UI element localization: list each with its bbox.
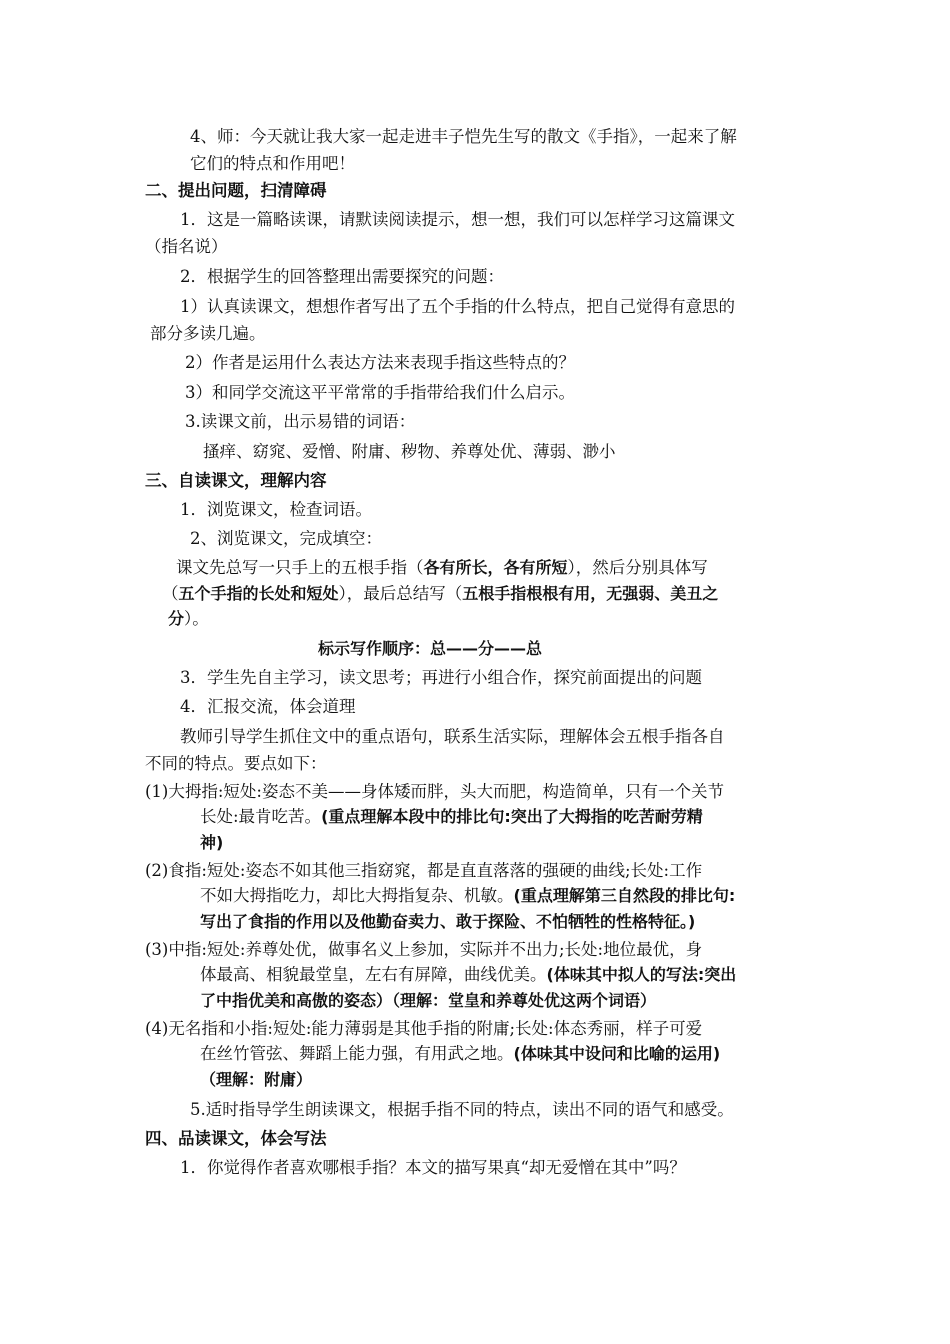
section-heading: 四、品读课文，体会写法 — [145, 1129, 327, 1148]
text: 不如大拇指吃力，却比大拇指复杂、机敏。 — [200, 886, 514, 905]
text: ），最后总结写（ — [338, 584, 463, 603]
writing-order-line: 标示写作顺序：总——分——总 — [318, 639, 543, 658]
paragraph-line: 3．学生先自主学习，读文思考；再进行小组合作，探究前面提出的问题 — [180, 668, 702, 687]
point-line — [200, 804, 703, 830]
point-line: (1)大拇指:短处:姿态不美——身体矮而胖，头大而肥，构造简单，只有一个关节 — [145, 782, 724, 801]
paragraph-line: 1）认真读课文，想想作者写出了五个手指的什么特点，把自己觉得有意思的 — [180, 297, 735, 316]
text: ），然后分别具体写 — [567, 558, 708, 577]
paragraph-line: 1．这是一篇略读课，请默读阅读提示，想一想，我们可以怎样学习这篇课文 — [180, 210, 735, 229]
paragraph-line: 它们的特点和作用吧！ — [190, 154, 355, 173]
paragraph-line: 4、师：今天就让我大家一起走进丰子恺先生写的散文《手指》，一起来了解 — [190, 127, 737, 146]
text: （ — [162, 584, 179, 603]
paragraph-line: 教师引导学生抓住文中的重点语句，联系生活实际，理解体会五根手指各自 — [180, 727, 725, 746]
note-text: 写出了食指的作用以及他勤奋卖力、敢于探险、不怕牺牲的性格特征。) — [200, 912, 696, 931]
paragraph-line: 2）作者是运用什么表达方法来表现手指这些特点的？ — [185, 353, 575, 372]
vocabulary-line: 搔痒、窈窕、爱憎、附庸、秽物、养尊处优、薄弱、渺小 — [203, 442, 616, 461]
note-text: 神) — [200, 833, 224, 852]
paragraph-line: 不同的特点。要点如下： — [145, 754, 327, 773]
text: ）。 — [184, 609, 209, 628]
note-text: (体味其中拟人的写法:突出 — [546, 965, 737, 984]
note-text: 了中指优美和高傲的姿态）（理解：堂皇和养尊处优这两个词语） — [200, 991, 657, 1010]
paragraph-line: 1．浏览课文，检查词语。 — [180, 500, 372, 519]
note-text: (重点理解本段中的排比句:突出了大拇指的吃苦耐劳精 — [321, 807, 703, 826]
paragraph-line: 5.适时指导学生朗读课文，根据手指不同的特点，读出不同的语气和感受。 — [190, 1100, 734, 1119]
fill-blank-line — [168, 606, 209, 632]
point-line — [200, 883, 735, 909]
text: 长处:最肯吃苦。 — [200, 807, 322, 826]
section-heading: 二、提出问题，扫清障碍 — [145, 181, 327, 200]
paragraph-line: 2．根据学生的回答整理出需要探究的问题： — [180, 267, 504, 286]
point-line — [200, 962, 736, 988]
section-heading: 三、自读课文，理解内容 — [145, 471, 327, 490]
note-text: (体味其中设问和比喻的运用) — [513, 1044, 721, 1063]
answer-text: 分 — [168, 609, 185, 628]
text: 在丝竹管弦、舞蹈上能力强，有用武之地。 — [200, 1044, 514, 1063]
text: 课文先总写一只手上的五根手指（ — [176, 558, 424, 577]
point-line: (4)无名指和小指:短处:能力薄弱是其他手指的附庸;长处:体态秀丽，样子可爱 — [145, 1019, 703, 1038]
note-text: （理解：附庸） — [200, 1070, 313, 1089]
paragraph-line: 3.读课文前，出示易错的词语： — [185, 412, 416, 431]
paragraph-line: 1．你觉得作者喜欢哪根手指？本文的描写果真“却无爱憎在其中”吗？ — [180, 1158, 686, 1177]
fill-blank-line — [176, 555, 708, 581]
paragraph-line: 部分多读几遍。 — [150, 324, 266, 343]
paragraph-line: 3）和同学交流这平平常常的手指带给我们什么启示。 — [185, 383, 575, 402]
point-line — [200, 1041, 720, 1067]
point-line: (2)食指:短处:姿态不如其他三指窈窕，都是直直落落的强硬的曲线;长处:工作 — [145, 861, 703, 880]
paragraph-line: 4．汇报交流，体会道理 — [180, 697, 356, 716]
note-text: (重点理解第三自然段的排比句: — [513, 886, 736, 905]
paragraph-line: （指名说） — [145, 237, 228, 256]
text: 体最高、相貌最堂皇，左右有屏障，曲线优美。 — [200, 965, 547, 984]
answer-text: 五个手指的长处和短处 — [178, 584, 339, 603]
answer-text: 五根手指根根有用，无强弱、美丑之 — [462, 584, 719, 603]
fill-blank-line — [162, 581, 718, 607]
point-line: (3)中指:短处:养尊处优，做事名义上参加，实际并不出力;长处:地位最优，身 — [145, 940, 703, 959]
answer-text: 各有所长，各有所短 — [423, 558, 568, 577]
paragraph-line: 2、浏览课文，完成填空： — [190, 529, 382, 548]
